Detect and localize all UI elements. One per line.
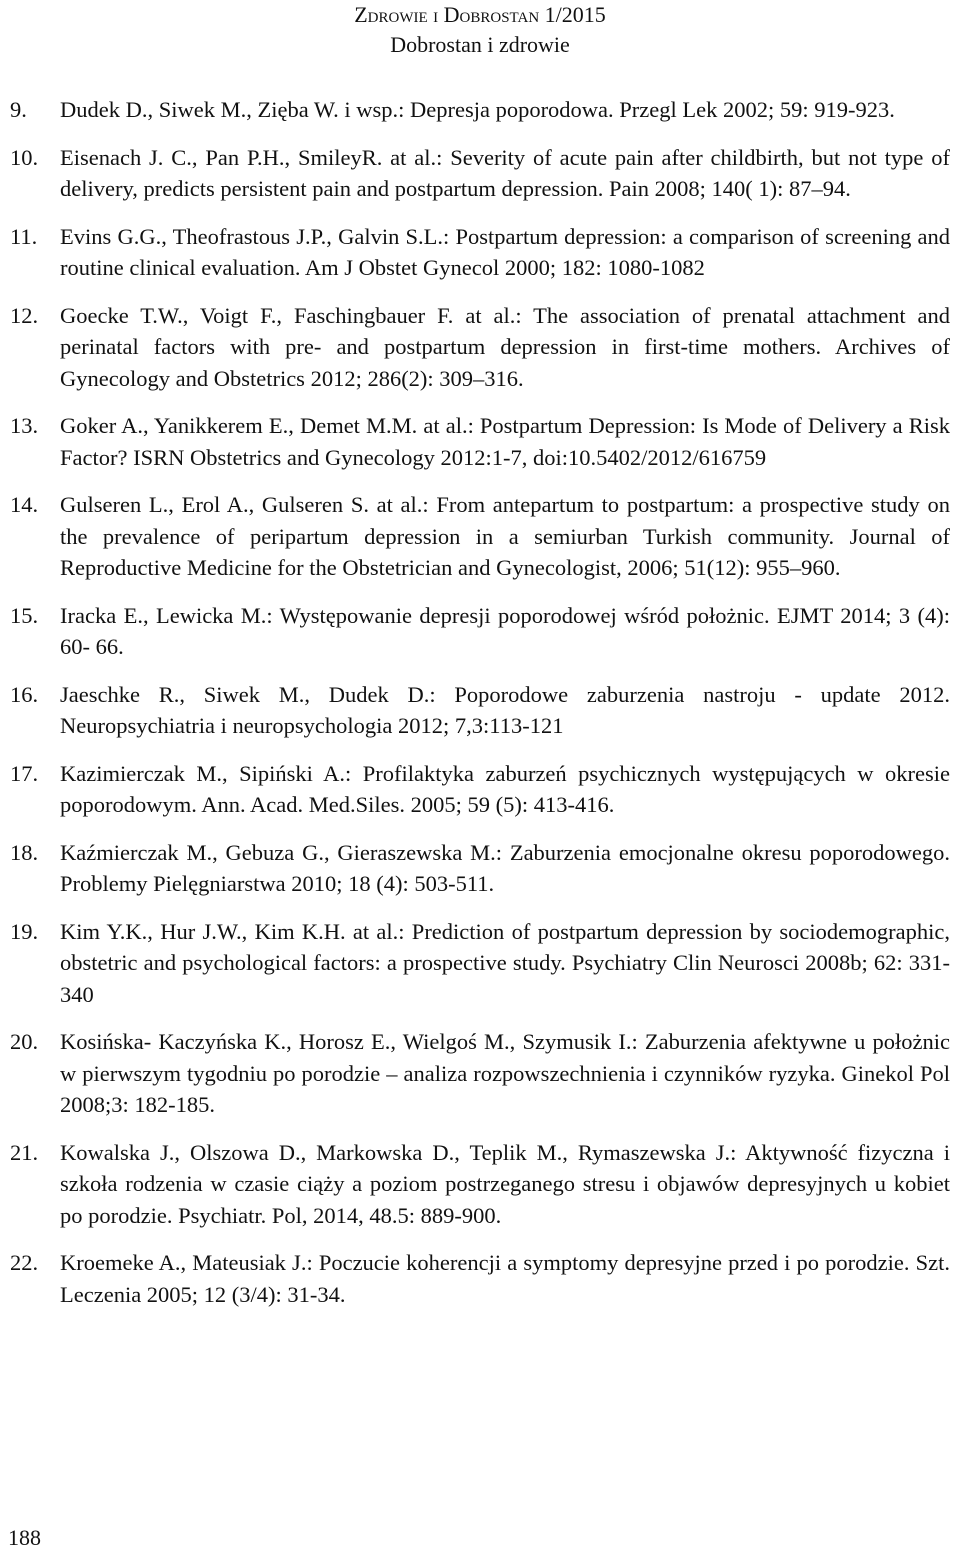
running-head xyxy=(0,0,960,60)
reference-text: Kazimierczak M., Sipiński A.: Profilaktyka zaburzeń psychicznych występujących w okresie poporodowym. Ann. Acad. Med.Siles. 2005; 59 (5): 413-416. xyxy=(60,760,950,817)
journal-title: Zdrowie i Dobrostan 1/2015 xyxy=(354,2,606,27)
reference-text: Kowalska J., Olszowa D., Markowska D., Teplik M., Rymaszewska J.: Aktywność fizyczna i szkoła rodzenia w czasie ciąży a poziom postrzeganego stresu i objawów depresyjnych u kobiet po porodzie. Psychiatr. Pol, 2014, 48.5: 889-900. xyxy=(60,1139,950,1228)
reference-text: Kim Y.K., Hur J.W., Kim K.H. at al.: Prediction of postpartum depression by sociodemographic, obstetric and psychological factors: a prospective study. Psychiatry Clin Neurosci 2008b; 62: 331-340 xyxy=(60,918,950,1007)
reference-list xyxy=(10,94,950,1326)
reference-text: Goecke T.W., Voigt F., Faschingbauer F. at al.: The association of prenatal attachment and perinatal factors with pre- and postpartum depression in first-time mothers. Archives of Gynecology and Obstetrics 2012; 286(2): 309–316. xyxy=(60,302,950,391)
reference-number: 19. xyxy=(10,918,39,944)
reference-number: 22. xyxy=(10,1250,39,1275)
reference-item xyxy=(10,142,950,205)
reference-text: Iracka E., Lewicka M.: Występowanie depresji poporodowej wśród położnic. EJMT 2014; 3 (4): 60- 66. xyxy=(60,602,950,659)
reference-item xyxy=(10,837,950,900)
reference-item xyxy=(10,758,950,821)
reference-text: Kaźmierczak M., Gebuza G., Gieraszewska M.: Zaburzenia emocjonalne okresu poporodowego. Problemy Pielęgniarstwa 2010; 18 (4): 503-511. xyxy=(60,839,950,896)
reference-number: 11. xyxy=(10,223,38,249)
reference-number: 13. xyxy=(10,413,39,438)
reference-text: Jaeschke R., Siwek M., Dudek D.: Poporodowe zaburzenia nastroju - update 2012. Neuropsychiatria i neuropsychologia 2012; 7,3:113-121 xyxy=(60,681,950,738)
reference-text: Eisenach J. C., Pan P.H., SmileyR. at al.: Severity of acute pain after childbirth, but not type of delivery, predicts persistent pain and postpartum depression. Pain 2008; 140( 1): 87–94. xyxy=(60,144,950,201)
reference-number: 16. xyxy=(10,681,39,707)
reference-item xyxy=(10,1026,950,1121)
reference-item xyxy=(10,1137,950,1232)
reference-text: Dudek D., Siwek M., Zięba W. i wsp.: Depresja poporodowa. Przegl Lek 2002; 59: 919-923. xyxy=(60,97,895,122)
reference-item xyxy=(10,1247,950,1310)
page-number: 188 xyxy=(8,1525,41,1550)
reference-item xyxy=(10,679,950,742)
reference-item xyxy=(10,300,950,395)
reference-number: 17. xyxy=(10,760,39,786)
reference-item xyxy=(10,600,950,663)
reference-number: 20. xyxy=(10,1029,39,1054)
reference-item xyxy=(10,410,950,473)
reference-item xyxy=(10,916,950,1011)
reference-item xyxy=(10,94,950,126)
reference-number: 9. xyxy=(10,97,27,122)
reference-text: Kosińska- Kaczyńska K., Horosz E., Wielgoś M., Szymusik I.: Zaburzenia afektywne u położnic w pierwszym tygodniu po porodzie – analiza rozpowszechnienia i czynników ryzyka. Ginekol Pol 2008;3: 182-185. xyxy=(60,1029,950,1117)
reference-number: 15. xyxy=(10,602,39,628)
reference-text: Evins G.G., Theofrastous J.P., Galvin S.L.: Postpartum depression: a comparison of screening and routine clinical evaluation. Am J Obstet Gynecol 2000; 182: 1080-1082 xyxy=(60,223,950,280)
reference-text: Gulseren L., Erol A., Gulseren S. at al.: From antepartum to postpartum: a prospective study on the prevalence of peripartum depression in a semiurban Turkish community. Journal of Reproductive Medicine for the Obstetrician and Gynecologist, 2006; 51(12): 955–960. xyxy=(60,492,950,580)
reference-number: 14. xyxy=(10,492,39,517)
reference-number: 18. xyxy=(10,839,39,865)
reference-text: Goker A., Yanikkerem E., Demet M.M. at al.: Postpartum Depression: Is Mode of Delivery a Risk Factor? ISRN Obstetrics and Gynecology 2012:1-7, doi:10.5402/2012/616759 xyxy=(60,413,950,470)
section-title: Dobrostan i zdrowie xyxy=(390,32,570,57)
reference-number: 10. xyxy=(10,144,39,170)
reference-text: Kroemeke A., Mateusiak J.: Poczucie koherencji a symptomy depresyjne przed i po porodzie. Szt. Leczenia 2005; 12 (3/4): 31-34. xyxy=(60,1250,950,1307)
reference-number: 21. xyxy=(10,1139,39,1165)
reference-item xyxy=(10,221,950,284)
reference-item xyxy=(10,489,950,584)
reference-number: 12. xyxy=(10,302,39,328)
